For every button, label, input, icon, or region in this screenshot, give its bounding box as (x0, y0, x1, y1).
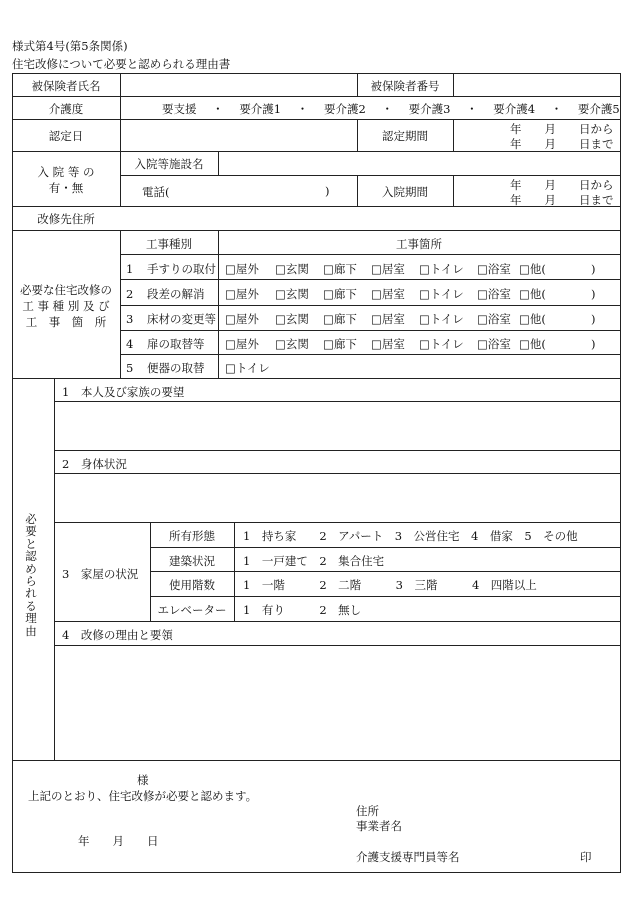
cert-date-field[interactable] (120, 120, 357, 151)
hospital-label-1: 入 院 等 の (37, 165, 95, 179)
wishes-heading: 1 本人及び家族の要望 (62, 385, 185, 399)
work-places-3[interactable] (225, 311, 596, 327)
cert-period-to[interactable]: 年 月 日まで (510, 137, 614, 151)
care-level-1[interactable]: 要介護1 (239, 102, 282, 116)
checkbox-toilet[interactable]: □トイレ (419, 312, 464, 326)
addressee-sama: 様 (137, 773, 149, 787)
separator: ・ (550, 102, 563, 116)
vchar: れ (25, 586, 37, 601)
work-type: 扉の取替等 (146, 337, 205, 351)
vchar: る (25, 598, 37, 613)
work-places-4[interactable] (225, 336, 596, 352)
insured-number-label: 被保険者番号 (370, 79, 440, 93)
phone-field[interactable] (178, 178, 323, 204)
work-type: 段差の解消 (146, 287, 205, 301)
date-field[interactable]: 年 月 日 (78, 834, 159, 848)
phone-label: 電話( (142, 185, 170, 199)
checkbox-toilet[interactable]: □トイレ (225, 361, 270, 375)
building-label: 建築状況 (169, 554, 215, 568)
care-level-options[interactable] (162, 101, 620, 117)
vchar: 要 (25, 524, 37, 539)
work-row-1 (126, 261, 216, 277)
company-label: 事業者名 (356, 819, 402, 833)
work-type: 床材の変更等 (146, 312, 216, 326)
reason-method-heading: 4 改修の理由と要領 (62, 628, 173, 642)
checkbox-bath[interactable]: □浴室 (477, 312, 511, 326)
checkbox-hallway[interactable]: □廊下 (323, 337, 357, 351)
wishes-field[interactable] (55, 402, 620, 449)
hospital-label-2[interactable]: 有・無 (48, 181, 84, 195)
work-type-header: 工事種別 (146, 237, 192, 251)
work-row-no: 4 (126, 337, 134, 351)
work-places-1[interactable] (225, 261, 596, 277)
care-manager-label: 介護支援専門員等名 (356, 850, 460, 864)
cert-period-from[interactable]: 年 月 日から (510, 122, 614, 136)
checkbox-other[interactable]: □他( (519, 312, 546, 326)
checkbox-outdoor[interactable]: □屋外 (225, 262, 259, 276)
separator: ・ (212, 102, 224, 116)
works-label-1: 必要な住宅改修の (20, 283, 112, 297)
checkbox-bath[interactable]: □浴室 (477, 262, 511, 276)
other-close: ) (591, 312, 596, 326)
vchar: 認 (25, 549, 37, 564)
work-type: 手すりの取付 (146, 262, 216, 276)
form-number: 様式第4号(第5条関係) (12, 39, 128, 53)
checkbox-hallway[interactable]: □廊下 (323, 262, 357, 276)
checkbox-entrance[interactable]: □玄関 (275, 312, 309, 326)
address-label: 改修先住所 (37, 212, 95, 226)
checkbox-room[interactable]: □居室 (371, 287, 405, 301)
ownership-label: 所有形態 (169, 529, 215, 543)
facility-field[interactable] (219, 152, 620, 174)
house-heading: 3 家屋の状況 (62, 567, 139, 581)
checkbox-room[interactable]: □居室 (371, 262, 405, 276)
floors-options[interactable]: 1 一階 2 二階 3 三階 4 四階以上 (243, 578, 537, 592)
elevator-options[interactable]: 1 有り 2 無し (243, 603, 362, 617)
physical-field[interactable] (55, 474, 620, 521)
work-row-2 (126, 286, 204, 302)
separator: ・ (466, 102, 478, 116)
checkbox-toilet[interactable]: □トイレ (419, 337, 464, 351)
reasons-vertical-label (22, 513, 40, 637)
care-level-3[interactable]: 要介護3 (408, 102, 451, 116)
works-label-2: 工 事 種 別 及 び (22, 299, 110, 313)
checkbox-room[interactable]: □居室 (371, 337, 405, 351)
vchar: 由 (25, 623, 37, 638)
floors-label: 使用階数 (169, 578, 215, 592)
insured-number-field[interactable] (454, 74, 620, 96)
hospital-period-to[interactable]: 年 月 日まで (510, 193, 614, 207)
checkbox-entrance[interactable]: □玄関 (275, 262, 309, 276)
ownership-options[interactable]: 1 持ち家 2 アパート 3 公営住宅 4 借家 5 その他 (243, 529, 578, 543)
reason-method-field[interactable] (55, 646, 620, 759)
insured-name-label: 被保険者氏名 (31, 79, 101, 93)
vchar: ら (25, 574, 37, 589)
work-type: 便器の取替 (146, 361, 205, 375)
checkbox-other[interactable]: □他( (519, 287, 546, 301)
checkbox-hallway[interactable]: □廊下 (323, 312, 357, 326)
checkbox-entrance[interactable]: □玄関 (275, 337, 309, 351)
work-places-5[interactable] (225, 360, 270, 376)
form-title: 住宅改修について必要と認められる理由書 (12, 57, 231, 71)
care-level-label: 介護度 (48, 102, 84, 116)
insured-name-field[interactable] (120, 74, 357, 96)
work-row-no: 2 (126, 287, 134, 301)
checkbox-toilet[interactable]: □トイレ (419, 287, 464, 301)
address-label-footer: 住所 (356, 804, 379, 818)
checkbox-bath[interactable]: □浴室 (477, 337, 511, 351)
checkbox-other[interactable]: □他( (519, 337, 546, 351)
cert-date-label: 認定日 (48, 129, 84, 143)
separator: ・ (381, 102, 393, 116)
other-close: ) (591, 262, 596, 276)
work-place-header: 工事箇所 (396, 237, 442, 251)
care-level-support[interactable]: 要支援 (162, 102, 197, 116)
vchar: め (25, 561, 37, 576)
checkbox-outdoor[interactable]: □屋外 (225, 287, 259, 301)
physical-heading: 2 身体状況 (62, 457, 127, 471)
other-close: ) (591, 287, 596, 301)
checkbox-other[interactable]: □他( (519, 262, 546, 276)
statement: 上記のとおり、住宅改修が必要と認めます。 (28, 789, 258, 803)
work-places-2[interactable] (225, 286, 596, 302)
works-label-3: 工 事 箇 所 (25, 315, 107, 329)
building-options[interactable]: 1 一戸建て 2 集合住宅 (243, 554, 385, 568)
checkbox-hallway[interactable]: □廊下 (323, 287, 357, 301)
address-field[interactable] (121, 207, 620, 229)
seal-mark: 印 (580, 850, 592, 864)
checkbox-outdoor[interactable]: □屋外 (225, 337, 259, 351)
separator: ・ (296, 102, 309, 116)
work-row-5 (126, 360, 204, 376)
phone-close: ) (325, 184, 330, 198)
checkbox-entrance[interactable]: □玄関 (275, 287, 309, 301)
other-close: ) (591, 337, 596, 351)
work-row-no: 1 (126, 262, 134, 276)
checkbox-room[interactable]: □居室 (371, 312, 405, 326)
care-level-2[interactable]: 要介護2 (323, 102, 366, 116)
cert-period-label: 認定期間 (382, 129, 428, 143)
hospital-period-from[interactable]: 年 月 日から (510, 178, 614, 192)
work-row-3 (126, 311, 216, 327)
work-row-no: 3 (126, 312, 134, 326)
care-level-4[interactable]: 要介護4 (493, 102, 536, 116)
elevator-label: エレベーター (157, 603, 227, 617)
work-row-4 (126, 336, 204, 352)
vchar: 必 (25, 512, 37, 526)
checkbox-bath[interactable]: □浴室 (477, 287, 511, 301)
vchar: と (25, 536, 37, 551)
checkbox-toilet[interactable]: □トイレ (419, 262, 464, 276)
hospital-period-label: 入院期間 (382, 185, 428, 199)
care-level-5[interactable]: 要介護5 (577, 102, 620, 116)
facility-label: 入院等施設名 (134, 157, 204, 171)
checkbox-outdoor[interactable]: □屋外 (225, 312, 259, 326)
vchar: 理 (25, 611, 37, 626)
work-row-no: 5 (126, 361, 134, 375)
